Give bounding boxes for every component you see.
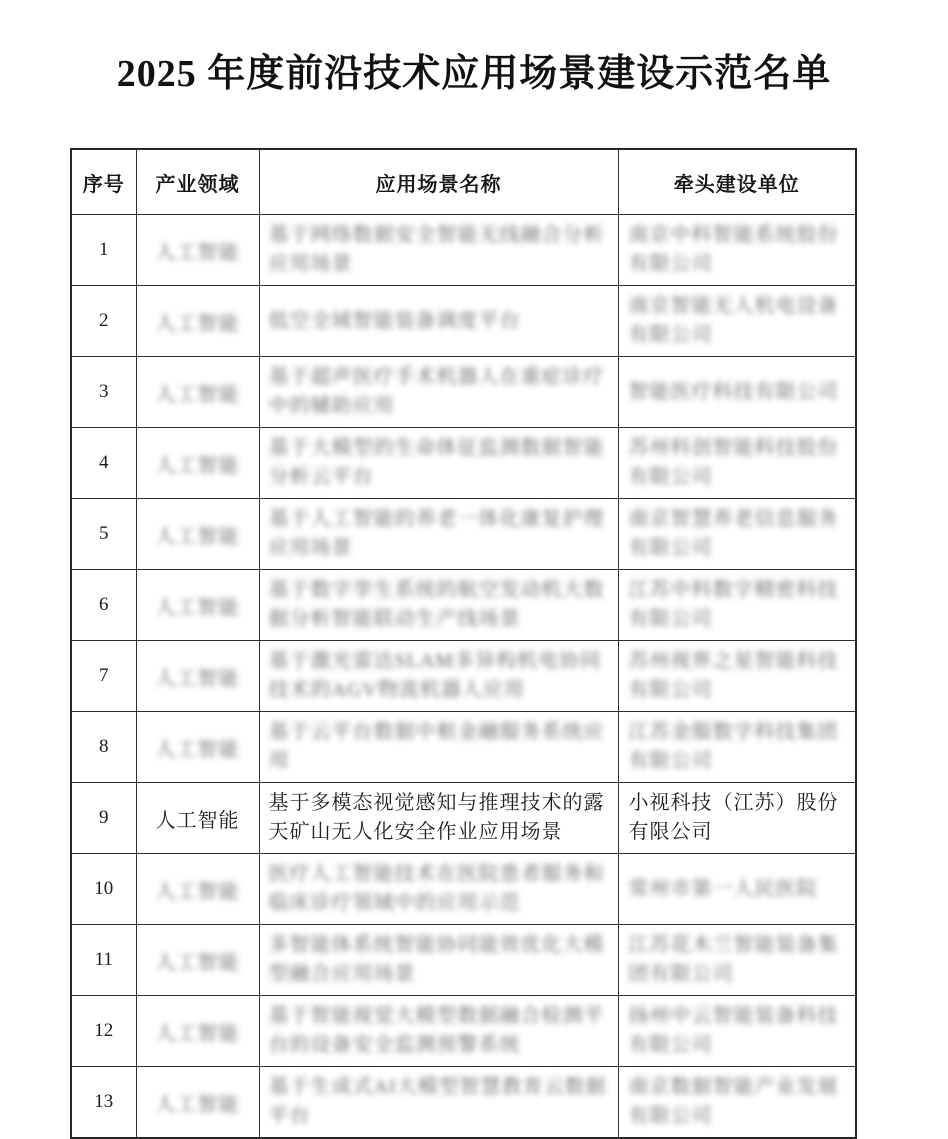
- row-unit: [618, 854, 856, 925]
- row-scenario: [259, 570, 618, 641]
- row-industry: [136, 428, 259, 499]
- header-row: [71, 149, 856, 215]
- row-scenario: [259, 712, 618, 783]
- row-industry: [136, 783, 259, 854]
- table-row: [71, 428, 856, 499]
- redacted-text: 扬州中云智能装备科技有限公司: [628, 1005, 839, 1056]
- row-industry: [136, 570, 259, 641]
- row-serial: 12: [71, 996, 136, 1067]
- redacted-text: 智能医疗科技有限公司: [628, 380, 839, 403]
- unit-text: 小视科技（江苏）股份有限公司: [628, 792, 839, 843]
- redacted-text: 人工智能: [155, 880, 240, 903]
- redacted-text: 基于云平台数据中枢金融服务系统应用: [268, 721, 605, 772]
- table-row: [71, 499, 856, 570]
- col-header-unit: 牵头建设单位: [618, 149, 856, 215]
- row-serial: 2: [71, 286, 136, 357]
- redacted-text: 多智能体系统智能协同能效优化大模型融合应用场景: [268, 934, 605, 985]
- redacted-text: 基于智能视觉大模型数据融合检测平台的设备安全监测预警系统: [268, 1005, 605, 1056]
- row-scenario: [259, 215, 618, 286]
- table-row: [71, 215, 856, 286]
- redacted-text: 医疗人工智能技术在医院患者服务和临床诊疗领域中的应用示范: [268, 863, 605, 914]
- redacted-text: 人工智能: [155, 312, 240, 335]
- row-serial: 1: [71, 215, 136, 286]
- row-scenario: [259, 428, 618, 499]
- table-row: [71, 641, 856, 712]
- redacted-text: 人工智能: [155, 596, 240, 619]
- row-scenario: [259, 925, 618, 996]
- redacted-text: 苏州视界之星智能科技有限公司: [628, 650, 839, 701]
- row-industry: [136, 712, 259, 783]
- row-scenario: [259, 783, 618, 854]
- row-scenario: [259, 357, 618, 428]
- table-row: [71, 996, 856, 1067]
- table-row-clear: [71, 783, 856, 854]
- row-industry: [136, 357, 259, 428]
- row-unit: [618, 570, 856, 641]
- row-serial: 13: [71, 1067, 136, 1139]
- row-unit: [618, 783, 856, 854]
- redacted-text: 人工智能: [155, 951, 240, 974]
- table-row: [71, 570, 856, 641]
- redacted-text: 南京智慧养老信息服务有限公司: [628, 508, 839, 559]
- redacted-text: 南京数据智能产业发展有限公司: [628, 1076, 839, 1127]
- redacted-text: 低空全域智能装备调度平台: [268, 309, 521, 332]
- row-scenario: [259, 996, 618, 1067]
- row-serial: 6: [71, 570, 136, 641]
- page-title: 2025 年度前沿技术应用场景建设示范名单: [116, 53, 832, 95]
- redacted-text: 基于人工智能的养老一体化康复护理应用场景: [268, 508, 605, 559]
- table-row: [71, 357, 856, 428]
- redacted-text: 人工智能: [155, 1022, 240, 1045]
- redacted-text: 人工智能: [155, 738, 240, 761]
- row-unit: [618, 712, 856, 783]
- row-serial: 5: [71, 499, 136, 570]
- redacted-text: 常州市第一人民医院: [628, 877, 818, 900]
- redacted-text: 基于大模型的生命体征监测数据智能分析云平台: [268, 437, 605, 488]
- scenario-text: 基于多模态视觉感知与推理技术的露天矿山无人化安全作业应用场景: [268, 792, 605, 843]
- redacted-text: 基于超声医疗手术机器人在重症诊疗中的辅助应用: [268, 366, 605, 417]
- table-row: [71, 925, 856, 996]
- row-unit: [618, 996, 856, 1067]
- col-header-industry: 产业领域: [136, 149, 259, 215]
- row-serial: 11: [71, 925, 136, 996]
- redacted-text: 人工智能: [155, 667, 240, 690]
- row-scenario: [259, 641, 618, 712]
- redacted-text: 基于数字孪生系统的航空发动机大数据分析智能联动生产线场景: [268, 579, 605, 630]
- row-unit: [618, 499, 856, 570]
- row-unit: [618, 286, 856, 357]
- redacted-text: 人工智能: [155, 383, 240, 406]
- row-industry: [136, 641, 259, 712]
- row-serial: 10: [71, 854, 136, 925]
- redacted-text: 人工智能: [155, 454, 240, 477]
- row-industry: [136, 286, 259, 357]
- demonstration-list-table: [70, 148, 857, 1139]
- table-row: [71, 1067, 856, 1139]
- row-unit: [618, 925, 856, 996]
- row-unit: [618, 215, 856, 286]
- row-unit: [618, 641, 856, 712]
- row-industry: [136, 854, 259, 925]
- row-industry: [136, 925, 259, 996]
- table-row: [71, 854, 856, 925]
- row-industry: [136, 1067, 259, 1139]
- row-scenario: [259, 1067, 618, 1139]
- industry-text: 人工智能: [155, 809, 240, 832]
- redacted-text: 人工智能: [155, 525, 240, 548]
- row-industry: [136, 499, 259, 570]
- row-scenario: [259, 499, 618, 570]
- redacted-text: 基于生成式AI大模型智慧教育云数据平台: [268, 1076, 607, 1127]
- redacted-text: 苏州科创智能科技股份有限公司: [628, 437, 839, 488]
- table-row: [71, 286, 856, 357]
- redacted-text: 基于激光雷达SLAM多异构机电协同技术的AGV物流机器人应用: [268, 650, 602, 701]
- col-header-scenario: 应用场景名称: [259, 149, 618, 215]
- row-scenario: [259, 286, 618, 357]
- row-industry: [136, 996, 259, 1067]
- redacted-text: 江苏金服数字科技集团有限公司: [628, 721, 839, 772]
- redacted-text: 南京中科智能系统股份有限公司: [628, 224, 839, 275]
- redacted-text: 江苏花木兰智能装备集团有限公司: [628, 934, 839, 985]
- row-unit: [618, 428, 856, 499]
- row-serial: 3: [71, 357, 136, 428]
- row-industry: [136, 215, 259, 286]
- redacted-text: 人工智能: [155, 1093, 240, 1116]
- row-unit: [618, 1067, 856, 1139]
- redacted-text: 江苏中科数字精密科技有限公司: [628, 579, 839, 630]
- col-header-serial: 序号: [71, 149, 136, 215]
- redacted-text: 基于网络数据安全智能无线融合分析应用场景: [268, 224, 605, 275]
- row-serial: 9: [71, 783, 136, 854]
- table-row: [71, 712, 856, 783]
- row-serial: 8: [71, 712, 136, 783]
- row-unit: [618, 357, 856, 428]
- row-serial: 7: [71, 641, 136, 712]
- redacted-text: 人工智能: [155, 241, 240, 264]
- row-serial: 4: [71, 428, 136, 499]
- row-scenario: [259, 854, 618, 925]
- redacted-text: 南京智能无人机电设备有限公司: [628, 295, 839, 346]
